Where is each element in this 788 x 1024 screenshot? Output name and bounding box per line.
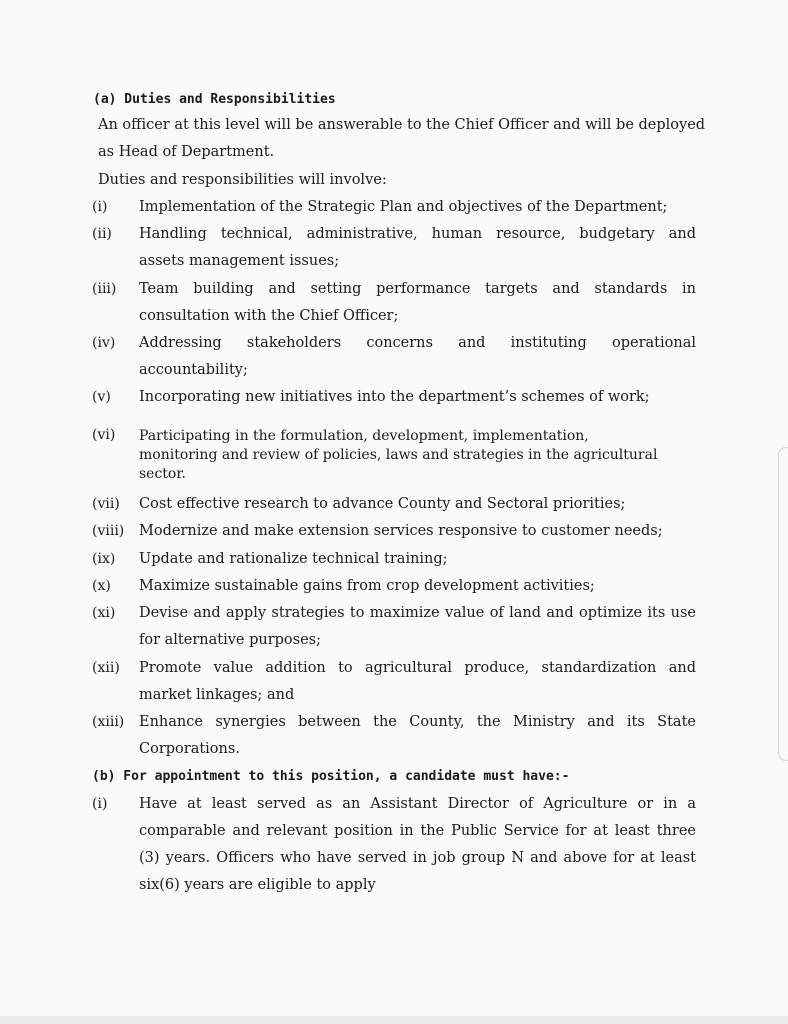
list-item-text: Enhance synergies between the County, the Ministry and its State xyxy=(139,714,696,730)
list-item-text: comparable and relevant position in the Public Service for at least three xyxy=(139,823,696,839)
section-a-heading: (a) Duties and Responsibilities xyxy=(93,92,336,107)
page-bottom-edge xyxy=(0,1016,788,1024)
list-item-number: (xii) xyxy=(92,660,120,676)
list-item-text: Handling technical, administrative, human resource, budgetary and xyxy=(139,226,696,242)
list-item-number: (vi) xyxy=(92,427,116,443)
list-item-number: (viii) xyxy=(92,523,125,539)
list-item-number: (ix) xyxy=(92,551,116,567)
list-item-text: for alternative purposes; xyxy=(139,632,322,648)
list-item-text: Incorporating new initiatives into the department’s schemes of work; xyxy=(139,389,650,405)
list-item-number: (iii) xyxy=(92,281,117,297)
list-item-text: market linkages; and xyxy=(139,687,295,703)
list-item-text: Devise and apply strategies to maximize value of land and optimize its use xyxy=(139,605,696,621)
intro-text: An officer at this level will be answerable to the Chief Officer and will be deployed xyxy=(98,117,706,133)
list-item-text: accountability; xyxy=(139,362,248,378)
list-item-number: (i) xyxy=(92,796,108,812)
list-item-text: Modernize and make extension services responsive to customer needs; xyxy=(139,523,663,539)
list-item-text: (3) years. Officers who have served in job group N and above for at least xyxy=(139,850,696,866)
list-item-number: (vii) xyxy=(92,496,120,512)
section-b-heading: (b) For appointment to this position, a candidate must have:- xyxy=(92,769,570,784)
list-item-text: Update and rationalize technical training; xyxy=(139,551,448,567)
list-item-number: (iv) xyxy=(92,335,116,351)
list-item-number: (ii) xyxy=(92,226,112,242)
intro-text: as Head of Department. xyxy=(98,144,275,160)
list-item-number: (i) xyxy=(92,199,108,215)
list-item-text: consultation with the Chief Officer; xyxy=(139,308,399,324)
list-item-text: Participating in the formulation, development, implementation, xyxy=(139,428,589,444)
list-item-text: Maximize sustainable gains from crop development activities; xyxy=(139,578,595,594)
list-item-text: sector. xyxy=(139,466,186,482)
list-item-number: (v) xyxy=(92,389,111,405)
list-item-number: (x) xyxy=(92,578,111,594)
list-item-text: Addressing stakeholders concerns and instituting operational xyxy=(139,335,696,351)
list-item-text: six(6) years are eligible to apply xyxy=(139,877,376,893)
scrollbar-handle[interactable] xyxy=(778,447,788,761)
list-item-text: Corporations. xyxy=(139,741,240,757)
list-item-text: assets management issues; xyxy=(139,253,340,269)
list-item-text: Team building and setting performance targets and standards in xyxy=(139,281,696,297)
list-item-text: Promote value addition to agricultural produce, standardization and xyxy=(139,660,696,676)
list-item-text: Implementation of the Strategic Plan and objectives of the Department; xyxy=(139,199,668,215)
list-item-number: (xiii) xyxy=(92,714,125,730)
list-item-text: Have at least served as an Assistant Director of Agriculture or in a xyxy=(139,796,696,812)
list-item-number: (xi) xyxy=(92,605,116,621)
duties-intro: Duties and responsibilities will involve: xyxy=(98,172,387,188)
list-item-text: monitoring and review of policies, laws and strategies in the agricultural xyxy=(139,447,658,463)
list-item-text: Cost effective research to advance County and Sectoral priorities; xyxy=(139,496,626,512)
